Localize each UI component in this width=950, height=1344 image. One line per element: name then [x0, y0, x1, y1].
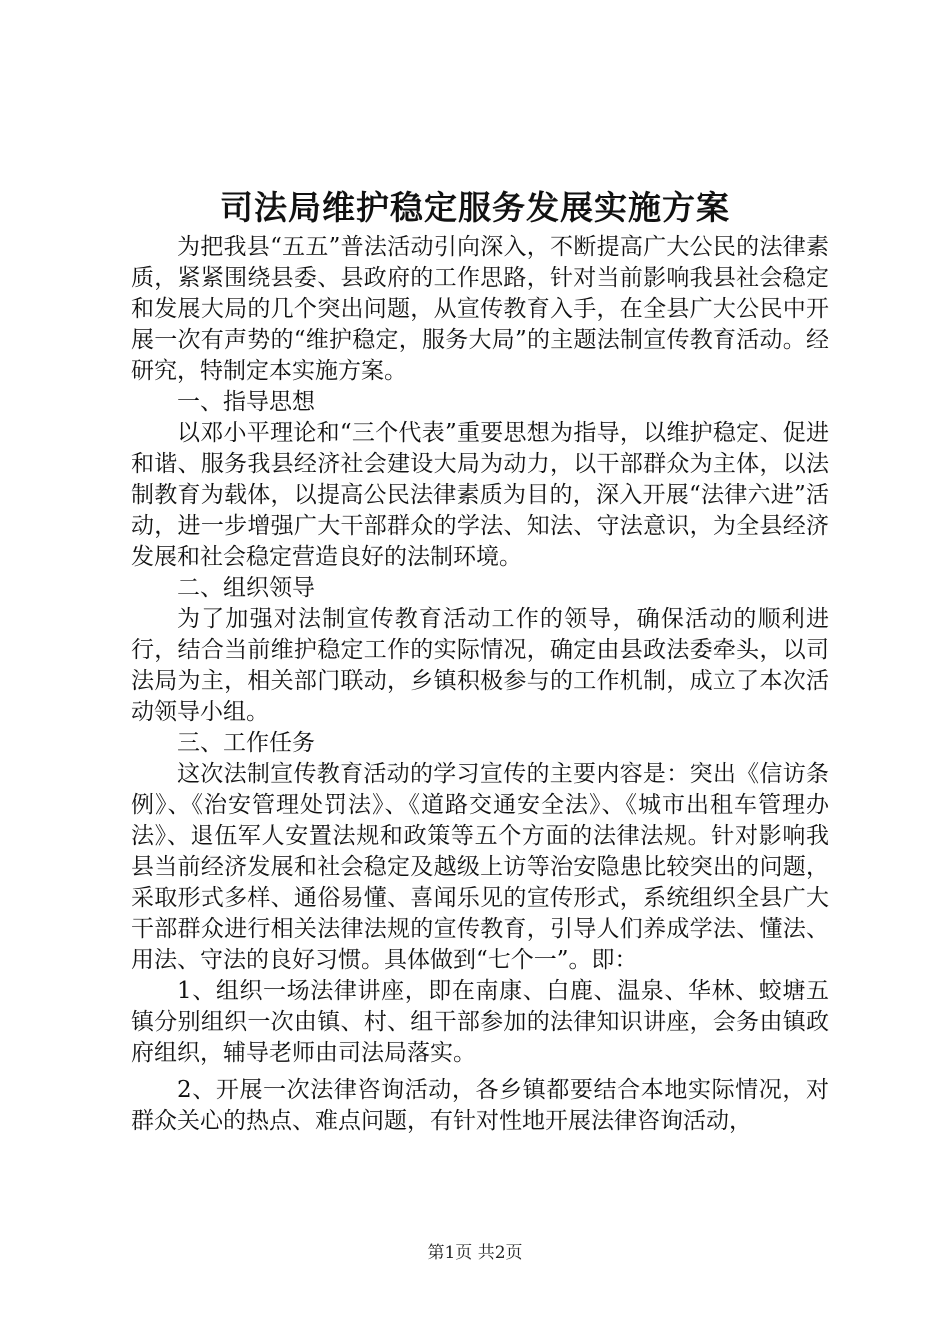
section-heading-guiding-thought: 一、指导思想 — [177, 389, 315, 415]
document-body — [131, 232, 829, 1137]
page-number: 第1页 共2页 — [427, 1243, 523, 1263]
section-heading-leadership: 二、组织领导 — [177, 575, 315, 601]
intro-paragraph: 为把我县“五五”普法活动引向深入，不断提高广大公民的法律素质，紧紧围绕县委、县政府的工作思路，针对当前影响我县社会稳定和发展大局的几个突出问题，从宣传教育入手，在全县广大公民中开展一次有声势的“维护稳定，服务大局”的主题法制宣传教育活动。经研究，特制定本实施方案。 — [131, 234, 829, 384]
section-heading-tasks: 三、工作任务 — [177, 730, 315, 756]
tasks-paragraph: 这次法制宣传教育活动的学习宣传的主要内容是：突出《信访条例》、《治安管理处罚法》、《道路交通安全法》、《城市出租车管理办法》、退伍军人安置法规和政策等五个方面的法律法规。针对影响我县当前经济发展和社会稳定及越级上访等治安隐患比较突出的问题，采取形式多样、通俗易懂、喜闻乐见的宣传形式，系统组织全县广大干部群众进行相关法律法规的宣传教育，引导人们养成学法、懂法、用法、守法的良好习惯。具体做到“七个一”。即： — [131, 761, 829, 973]
leadership-paragraph: 为了加强对法制宣传教育活动工作的领导，确保活动的顺利进行，结合当前维护稳定工作的实际情况，确定由县政法委牵头，以司法局为主，相关部门联动，乡镇积极参与的工作机制，成立了本次活动领导小组。 — [131, 606, 829, 725]
document-title: 司法局维护稳定服务发展实施方案 — [220, 188, 730, 227]
task-item-2: 2、开展一次法律咨询活动，各乡镇都要结合本地实际情况，对群众关心的热点、难点问题，有针对性地开展法律咨询活动， — [131, 1077, 829, 1134]
task-item-1: 1、组织一场法律讲座，即在南康、白鹿、温泉、华林、蛟塘五镇分别组织一次由镇、村、组干部参加的法律知识讲座，会务由镇政府组织，辅导老师由司法局落实。 — [131, 978, 829, 1066]
guiding-thought-paragraph: 以邓小平理论和“三个代表”重要思想为指导，以维护稳定、促进和谐、服务我县经济社会建设大局为动力，以干部群众为主体，以法制教育为载体，以提高公民法律素质为目的，深入开展“法律六进”活动，进一步增强广大干部群众的学法、知法、守法意识，为全县经济发展和社会稳定营造良好的法制环境。 — [131, 420, 829, 570]
